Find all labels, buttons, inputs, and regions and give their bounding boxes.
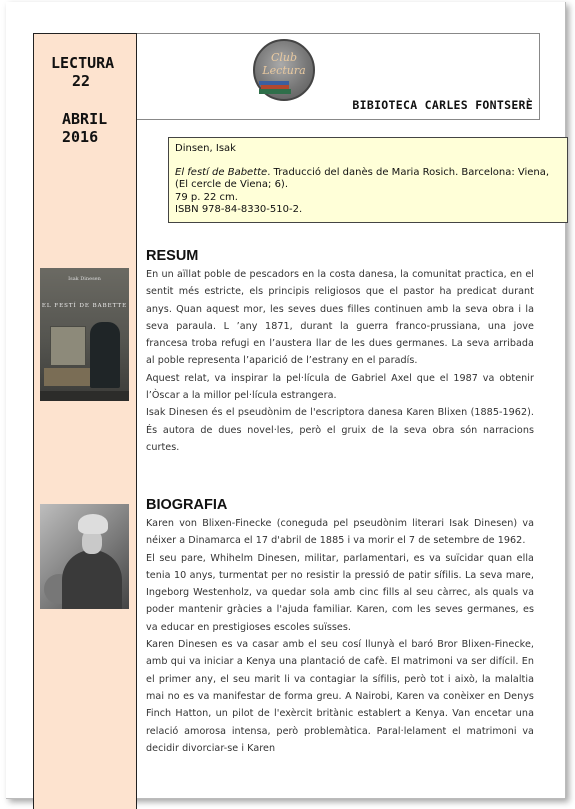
catalog-isbn: ISBN 978-84-8330-510-2.	[175, 204, 303, 215]
lecture-year: 2016	[62, 128, 99, 146]
book-cover-image	[40, 268, 129, 401]
cover-painting-frame	[50, 326, 86, 366]
cover-table	[44, 368, 90, 386]
header-box	[137, 33, 540, 120]
biografia-paragraph-2: El seu pare, Whihelm Dinesen, militar, parlamentari, es va suïcidar quan ella tenia 10 anys, turmentat per no resistir la pressió de patir sífilis. La seva mare, Ingeborg Westenholz, va quedar sola amb cinc fills al seu càrrec, als quals va poder mantenir gràcies a l'ajuda familiar. Karen, com les seves germanes, es va educar en prestigioses escoles suïsses.	[146, 552, 534, 633]
books-icon	[257, 79, 295, 95]
catalog-record	[168, 137, 568, 223]
author-portrait-image	[40, 504, 129, 609]
lecture-month: ABRIL	[62, 110, 108, 128]
biografia-paragraph-1: Karen von Blixen-Finecke (coneguda pel pseudònim literari Isak Dinesen) va néixer a Dinamarca el 17 d'abril de 1885 i va morir el 7 de setembre de 1962.	[146, 518, 534, 547]
biografia-heading: BIOGRAFIA	[146, 497, 228, 513]
catalog-pages: 79 p. 22 cm.	[175, 191, 238, 203]
lecture-number: 22	[72, 72, 91, 90]
cover-figure	[90, 322, 120, 388]
lecture-info	[34, 54, 136, 146]
portrait-robe	[62, 550, 122, 609]
resum-paragraph-3: Isak Dinesen és el pseudònim de l'escriptora danesa Karen Blixen (1885-1962). És autora de dues novel·les, però el gruix de la seva obra són narracions curtes.	[146, 407, 534, 453]
resum-heading: RESUM	[146, 248, 199, 264]
catalog-title: El festí de Babette	[175, 166, 268, 178]
lecture-label: LECTURA	[51, 54, 115, 72]
portrait-turban	[78, 514, 108, 534]
catalog-details: . Traducció del danès de Maria Rosich. Barcelona: Viena, (El cercle de Viena; 6).	[175, 166, 550, 190]
cover-publisher-bar	[40, 391, 129, 401]
resum-paragraph-1: En un aïllat poble de pescadors en la costa danesa, la comunitat practica, en el sentit més estricte, els principis religiosos que el pastor ha predicat durant anys. Quan aquest mor, les seves dues filles continuen amb la seva obra i la seva paraula. L ’any 1871, durant la guerra franco-prussiana, una jove francesa troba refugi en l’austera llar de les dues germanes. La seva arribada al poble representa l’aparició de l’estrany en el paradís.	[146, 269, 534, 367]
resum-text	[146, 266, 534, 456]
club-lectura-logo	[253, 39, 315, 101]
biografia-paragraph-3: Karen Dinesen es va casar amb el seu cosí llunyà el baró Bror Blixen-Finecke, amb qui va iniciar a Kenya una plantació de cafè. El matrimoni va ser difícil. En el primer any, el seu marit li va contagiar la sífilis, però tot i això, la malaltia mai no es va manifestar de forma greu. A Nairobi, Karen va conèixer en Denys Finch Hatton, un pilot de l'exèrcit britànic establert a Kenya. Van encetar una relació amorosa intensa, però problemàtica. Paral·lelament el matrimoni va decidir divorciar-se i Karen	[146, 639, 534, 754]
cover-title: EL FESTÍ DE BABETTE	[41, 303, 128, 309]
catalog-author: Dinsen, Isak	[175, 143, 236, 154]
logo-text: Club Lectura	[262, 51, 306, 77]
left-sidebar	[33, 33, 137, 809]
resum-paragraph-2: Aquest relat, va inspirar la pel·lícula de Gabriel Axel que el 1987 va obtenir l’Òscar a la millor pel·lícula estrangera.	[146, 372, 534, 402]
cover-author: Isak Dinesen	[68, 276, 101, 282]
library-name: BIBIOTECA CARLES FONTSERÈ	[352, 98, 533, 112]
catalog-description	[175, 167, 561, 192]
biografia-text	[146, 515, 534, 757]
